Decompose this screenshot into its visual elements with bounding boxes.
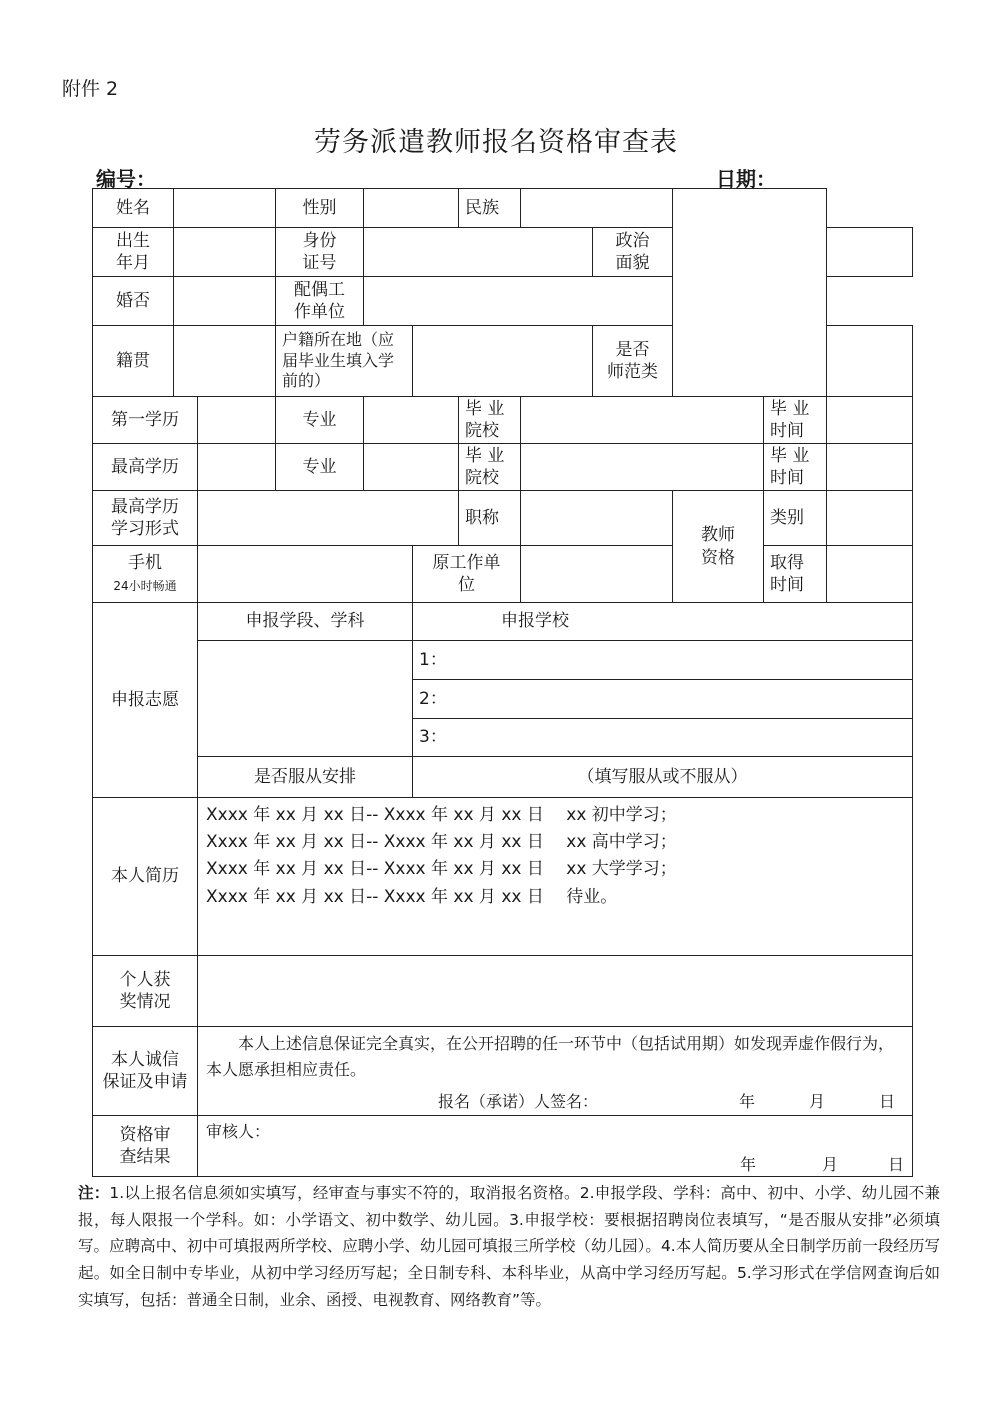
field-birth[interactable] <box>174 228 276 277</box>
label-grad-time-1: 毕 业 时间 <box>764 397 827 444</box>
field-grad-school-1[interactable] <box>521 397 764 444</box>
label-pledge: 本人诚信 保证及申请 <box>93 1027 198 1116</box>
review-year: 年 <box>739 1154 756 1174</box>
label-cert-category: 类别 <box>764 491 827 546</box>
field-grad-time-1[interactable] <box>827 397 913 444</box>
label-birth: 出生 年月 <box>93 228 174 277</box>
resume-line: Xxxx 年 xx 月 xx 日-- Xxxx 年 xx 月 xx 日 xx 大学学习； <box>206 859 677 880</box>
field-hukou[interactable] <box>413 326 593 397</box>
field-spouse-work[interactable] <box>364 277 764 326</box>
field-cert-obtain-time[interactable] <box>827 546 913 603</box>
field-normal-school[interactable] <box>827 326 913 397</box>
label-grad-school-1: 毕 业 院校 <box>459 397 521 444</box>
header-stage-subject: 申报学段、学科 <box>198 603 413 641</box>
label-native: 籍贯 <box>93 326 174 397</box>
date-label: 日期： <box>716 167 776 191</box>
label-grad-time-2: 毕 业 时间 <box>764 444 827 491</box>
pledge-month: 月 <box>809 1091 826 1111</box>
footnote <box>78 1180 940 1313</box>
number-label: 编号： <box>96 167 156 191</box>
field-former-work[interactable] <box>521 546 673 603</box>
label-first-edu: 第一学历 <box>93 397 198 444</box>
field-grad-school-2[interactable] <box>521 444 764 491</box>
label-marital: 婚否 <box>93 277 174 326</box>
label-hukou: 户籍所在地（应 届毕业生填入学 前的） <box>276 326 413 397</box>
label-gender: 性别 <box>276 189 364 228</box>
label-resume: 本人简历 <box>93 798 198 956</box>
field-study-form[interactable] <box>198 491 459 546</box>
label-cert-obtain-time: 取得 时间 <box>764 546 827 603</box>
field-grad-time-2[interactable] <box>827 444 913 491</box>
field-major-2[interactable] <box>364 444 459 491</box>
footnote-label: 注： <box>78 1184 110 1202</box>
resume-line: Xxxx 年 xx 月 xx 日-- Xxxx 年 xx 月 xx 日 xx 高中学习； <box>206 832 677 853</box>
label-major-2: 专业 <box>276 444 364 491</box>
label-grad-school-2: 毕 业 院校 <box>459 444 521 491</box>
field-gender[interactable] <box>364 189 459 228</box>
label-title-rank: 职称 <box>459 491 521 546</box>
field-review[interactable] <box>198 1116 913 1177</box>
field-name[interactable] <box>174 189 276 228</box>
review-day: 日 <box>888 1154 905 1174</box>
field-awards[interactable] <box>198 956 913 1027</box>
registration-form-table <box>92 188 913 1177</box>
resume-line: Xxxx 年 xx 月 xx 日-- Xxxx 年 xx 月 xx 日 待业。 <box>206 886 618 907</box>
review-date-row <box>198 1143 912 1176</box>
label-awards: 个人获 奖情况 <box>93 956 198 1027</box>
field-school-2[interactable]: 2： <box>413 680 913 719</box>
attachment-label: 附件 2 <box>62 78 119 100</box>
field-school-3[interactable]: 3： <box>413 719 913 757</box>
field-highest-edu[interactable] <box>198 444 276 491</box>
field-stage-subject[interactable] <box>198 641 413 757</box>
label-highest-edu: 最高学历 <box>93 444 198 491</box>
label-ethnicity: 民族 <box>459 189 521 228</box>
label-former-work: 原工作单 位 <box>413 546 521 603</box>
field-major-1[interactable] <box>364 397 459 444</box>
field-cert-category[interactable] <box>827 491 913 546</box>
field-phone[interactable] <box>198 546 413 603</box>
label-teacher-cert: 教师 资格 <box>673 491 764 603</box>
label-study-form: 最高学历 学习形式 <box>93 491 198 546</box>
field-political[interactable] <box>827 228 913 277</box>
label-major-1: 专业 <box>276 397 364 444</box>
label-id-number: 身份 证号 <box>276 228 364 277</box>
label-review: 资格审 查结果 <box>93 1116 198 1177</box>
form-title: 劳务派遣教师报名资格审查表 <box>314 127 678 158</box>
field-title-rank[interactable] <box>521 491 673 546</box>
review-month: 月 <box>821 1154 838 1174</box>
field-id-number[interactable] <box>364 228 593 277</box>
label-political: 政治 面貌 <box>593 228 673 277</box>
resume-line: Xxxx 年 xx 月 xx 日-- Xxxx 年 xx 月 xx 日 xx 初中学习； <box>206 805 677 825</box>
label-name: 姓名 <box>93 189 174 228</box>
pledge-signature-row[interactable] <box>198 1084 912 1113</box>
field-native[interactable] <box>174 326 276 397</box>
pledge-year: 年 <box>739 1091 756 1111</box>
field-pledge <box>198 1027 913 1116</box>
pledge-statement: 本人上述信息保证完全真实，在公开招聘的任一环节中（包括试用期）如发现弄虚作假行为，本人愿承担相应责任。 <box>206 1034 895 1080</box>
label-phone: 手机 24小时畅通 <box>93 546 198 603</box>
pledge-day: 日 <box>879 1091 896 1111</box>
label-spouse-work: 配偶工 作单位 <box>276 277 364 326</box>
pledge-signature-label: 报名（承诺）人签名： <box>438 1091 599 1111</box>
footnote-text: 1.以上报名信息须如实填写，经审查与事实不符的，取消报名资格。2.申报学段、学科：高中、初中、小学、幼儿园不兼报，每人限报一个学科。如：小学语文、初中数学、幼儿园。3.申报学校：要根据招聘岗位表填写，“是否服从安排”必须填写。应聘高中、初中可填报两所学校、应聘小学、幼儿园可填报三所学校（幼儿园）。4.本人简历要从全日制学历前一段经历写起。如全日制中专毕业，从初中学习经历写起；全日制专科、本科毕业，从高中学习经历写起。5.学习形式在学信网查询后如实填写，包括：普通全日制，业余、函授、电视教育、网络教育”等。 <box>78 1184 940 1309</box>
field-obey[interactable]: （填写服从或不服从） <box>413 757 913 798</box>
field-ethnicity[interactable] <box>521 189 673 228</box>
field-first-edu[interactable] <box>198 397 276 444</box>
header-apply-school: 申报学校 <box>413 603 913 641</box>
label-application: 申报志愿 <box>93 603 198 798</box>
label-obey: 是否服从安排 <box>198 757 413 798</box>
label-normal-school: 是否 师范类 <box>593 326 673 397</box>
field-school-1[interactable]: 1： <box>413 641 913 680</box>
field-marital[interactable] <box>174 277 276 326</box>
reviewer-label: 审核人： <box>206 1122 271 1141</box>
field-resume[interactable] <box>198 798 913 956</box>
